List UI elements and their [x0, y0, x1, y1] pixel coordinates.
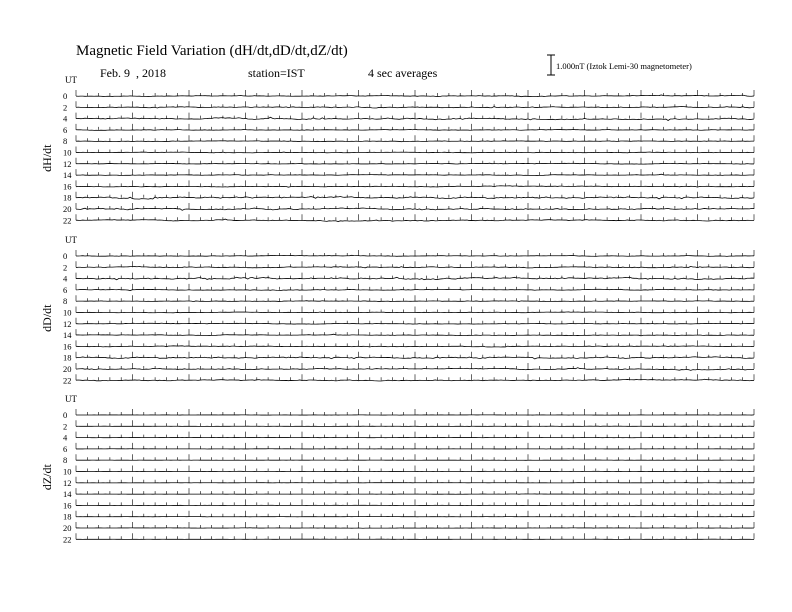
row-label: 20 [63, 204, 72, 214]
row-label: 10 [63, 466, 72, 477]
row-label: 22 [63, 215, 72, 226]
row-label: 2 [63, 262, 68, 273]
panel-ylabel: dZ/dt [40, 464, 54, 491]
row-ticks [76, 284, 754, 290]
panel-dd-dt [40, 235, 754, 385]
station-label: station=IST [248, 66, 305, 80]
date-label: Feb. 9 , 2018 [100, 66, 166, 80]
row-label: 6 [63, 124, 68, 135]
panel-dz-dt [40, 394, 754, 544]
ut-label: UT [65, 235, 77, 245]
scale-bar-label: 1.000nT (Iztok Lemi-30 magnetometer) [556, 61, 692, 71]
chart-title: Magnetic Field Variation (dH/dt,dD/dt,dZ/dt) [76, 43, 348, 59]
row-label: 8 [63, 136, 68, 147]
row-ticks [76, 261, 754, 267]
row-label: 18 [63, 511, 72, 522]
row-ticks [76, 340, 754, 346]
row-label: 2 [63, 102, 68, 113]
row-ticks [76, 147, 754, 153]
row-label: 0 [63, 251, 68, 261]
row-ticks [76, 533, 754, 539]
row-ticks [76, 363, 754, 369]
row-label: 12 [63, 477, 72, 488]
row-ticks [76, 180, 754, 186]
row-label: 20 [63, 523, 72, 533]
averaging-label: 4 sec averages [368, 66, 438, 80]
row-label: 22 [63, 375, 72, 386]
panel-ylabel: dH/dt [40, 144, 54, 172]
row-ticks [76, 203, 754, 209]
row-label: 0 [63, 91, 68, 101]
row-label: 16 [63, 181, 72, 192]
row-ticks [76, 522, 754, 528]
row-label: 14 [63, 170, 72, 181]
row-ticks [76, 113, 754, 119]
row-label: 10 [63, 147, 72, 158]
row-ticks [76, 477, 754, 483]
row-ticks [76, 432, 754, 438]
row-ticks [76, 443, 754, 449]
panel-ylabel: dD/dt [40, 304, 54, 332]
row-label: 22 [63, 534, 72, 545]
row-ticks [76, 101, 754, 107]
panel-dh-dt [40, 75, 754, 225]
row-ticks [76, 466, 754, 472]
panels [40, 75, 754, 544]
ut-label: UT [65, 394, 77, 404]
row-label: 16 [63, 341, 72, 352]
row-label: 4 [63, 273, 68, 284]
row-label: 2 [63, 421, 68, 432]
row-ticks [76, 169, 754, 175]
scale-bar [547, 55, 692, 75]
row-ticks [76, 295, 754, 301]
row-ticks [76, 511, 754, 517]
row-label: 8 [63, 296, 68, 307]
row-label: 18 [63, 192, 72, 203]
row-label: 16 [63, 500, 72, 511]
row-label: 4 [63, 113, 68, 124]
series-trace [76, 152, 754, 153]
row-label: 18 [63, 352, 72, 363]
row-label: 8 [63, 455, 68, 466]
row-label: 6 [63, 284, 68, 295]
row-ticks [76, 454, 754, 460]
row-ticks [76, 250, 754, 256]
row-label: 6 [63, 443, 68, 454]
row-ticks [76, 499, 754, 505]
row-label: 12 [63, 318, 72, 329]
row-ticks [76, 214, 754, 220]
row-ticks [76, 307, 754, 313]
row-ticks [76, 90, 754, 96]
ut-label: UT [65, 75, 77, 85]
row-ticks [76, 352, 754, 358]
row-ticks [76, 409, 754, 415]
row-ticks [76, 420, 754, 426]
series-trace [76, 301, 754, 302]
row-ticks [76, 158, 754, 164]
row-label: 12 [63, 158, 72, 169]
row-ticks [76, 273, 754, 279]
row-label: 10 [63, 307, 72, 318]
row-ticks [76, 329, 754, 335]
row-label: 0 [63, 410, 68, 420]
row-label: 20 [63, 364, 72, 374]
row-ticks [76, 135, 754, 141]
row-ticks [76, 488, 754, 494]
row-ticks [76, 318, 754, 324]
row-label: 14 [63, 330, 72, 341]
row-label: 4 [63, 432, 68, 443]
row-label: 14 [63, 489, 72, 500]
